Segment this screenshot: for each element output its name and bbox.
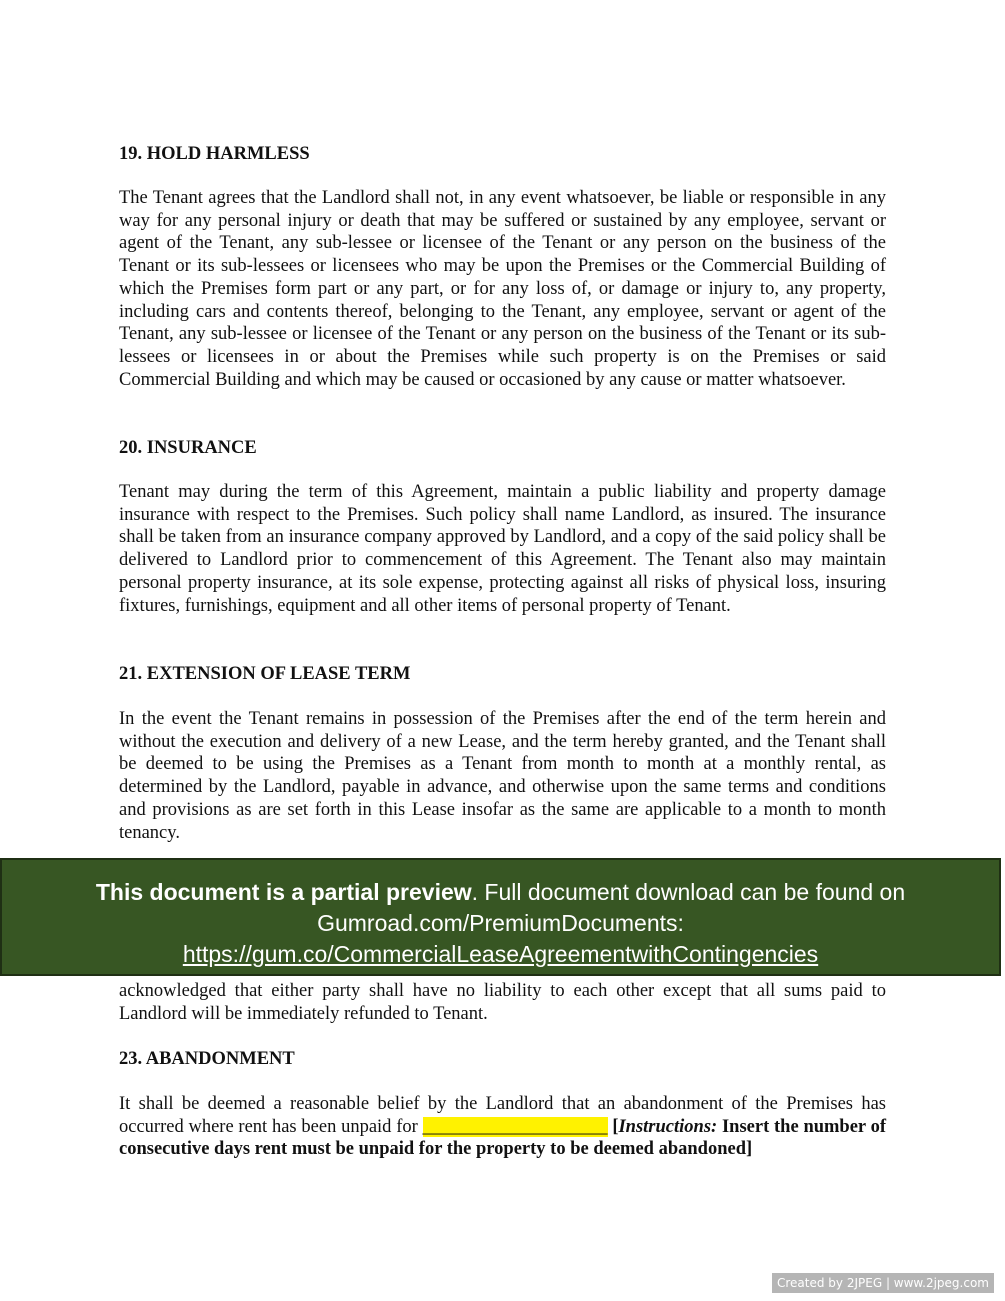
- instructions-text: Insert the number of consecutive days rent must be unpaid for the property to be deemed abandoned]: [119, 1116, 886, 1160]
- instructions-open: [: [607, 1116, 619, 1137]
- section-21-body: In the event the Tenant remains in possession of the Premises after the end of the term herein and without the execution and delivery of a new Lease, and the term hereby granted, and the Tenant shall be deemed to be using the Premises as a Tenant from month to month at a monthly rental, as determined by the Landlord, payable in advance, and otherwise upon the same terms and conditions and provisions as are set forth in this Lease insofar as the same are applicable to a month to month tenancy.: [119, 709, 886, 843]
- section-19-body: The Tenant agrees that the Landlord shall not, in any event whatsoever, be liable or responsible in any way for any personal injury or death that may be suffered or sustained by any employee, servant or agent of the Tenant, any sub-lessee or licensee of the Tenant or any person on the business of the Tenant or its sub-lessees or licensees who may be upon the Premises or the Commercial Building of which the Premises form part or any part, or for any loss of, or damage or injury to, any property, including cars and contents thereof, belonging to the Tenant, any employee, servant or agent of the Tenant, any sub-lessee or licensee of the Tenant or any person on the business of the Tenant or its sub-lessees or licensees in or about the Premises while such property is on the Premises or said Commercial Building and which may be caused or occasioned by any cause or matter whatsoever.: [119, 188, 886, 390]
- section-22-tail: acknowledged that either party shall have no liability to each other except that all sums paid to Landlord will be immediately refunded to Tenant.: [119, 981, 886, 1024]
- banner-strong-text: This document is a partial preview: [95, 879, 472, 905]
- section-23-body-text: It shall be deemed a reasonable belief by the Landlord that an abandonment of the Premises has occurred where rent has been unpaid for: [119, 1094, 886, 1137]
- section-21-heading: 21. EXTENSION OF LEASE TERM: [119, 664, 411, 684]
- instructions-label: Instructions:: [618, 1116, 718, 1137]
- section-20-body: Tenant may during the term of this Agreement, maintain a public liability and property damage insurance with respect to the Premises. Such policy shall name Landlord, as insured. The insurance shall be taken from an insurance company approved by Landlord, and a copy of the said policy shall be delivered to Landlord prior to commencement of this Agreement. The Tenant also may maintain personal property insurance, at its sole expense, protecting against all risks of physical loss, insuring fixtures, furnishings, equipment and all other items of personal property of Tenant.: [119, 482, 886, 616]
- watermark: Created by 2JPEG | www.2jpeg.com: [772, 1273, 994, 1293]
- banner-text: . Full document download can be found on Gumroad.com/PremiumDocuments:: [317, 879, 906, 936]
- preview-banner: [0, 858, 1001, 976]
- section-23-heading: 23. ABANDONMENT: [119, 1049, 295, 1069]
- section-23-body: [119, 1093, 886, 1161]
- banner-download-link[interactable]: https://gum.co/CommercialLeaseAgreementwithContingencies: [182, 941, 819, 967]
- section-19-heading: 19. HOLD HARMLESS: [119, 144, 310, 164]
- fill-in-blank[interactable]: ____________________: [422, 1116, 608, 1137]
- section-20-heading: 20. INSURANCE: [119, 438, 257, 458]
